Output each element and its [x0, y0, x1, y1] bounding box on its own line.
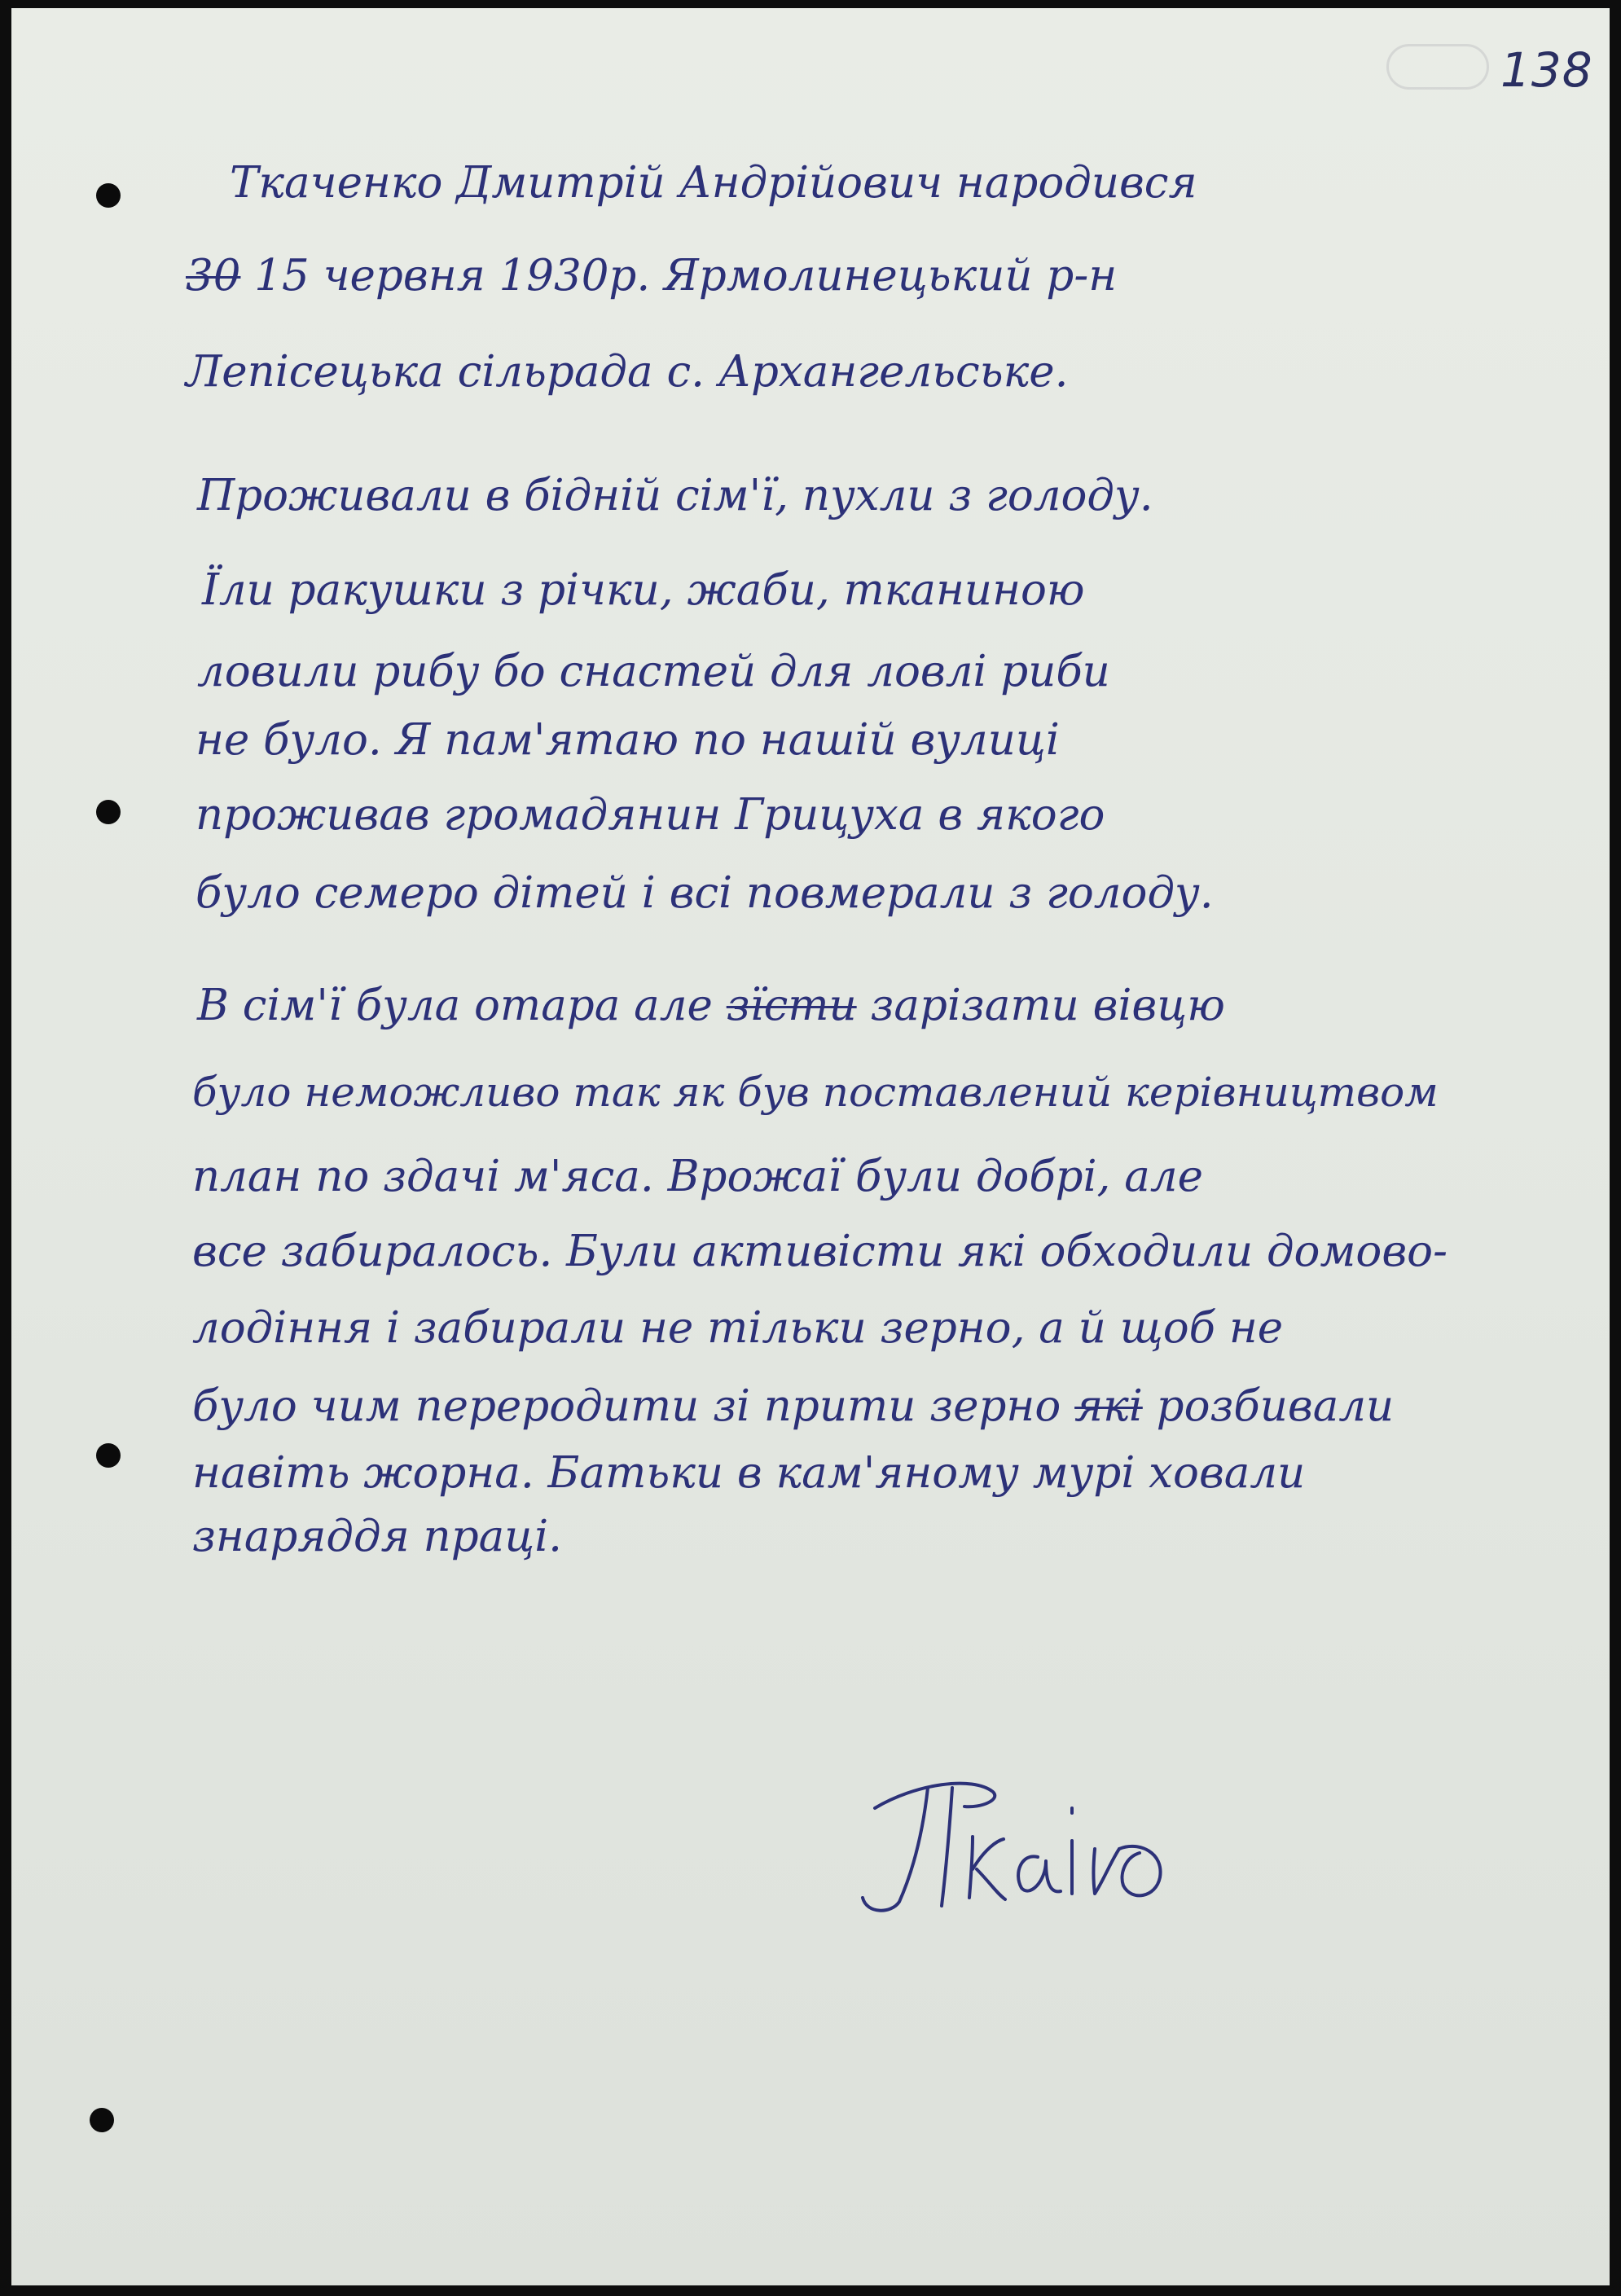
punch-hole-3	[96, 1443, 121, 1468]
handwritten-line-10	[197, 981, 1225, 1030]
handwritten-line-14	[192, 1303, 1284, 1353]
handwritten-signature	[850, 1759, 1209, 1922]
line-text: план по здачі м'яса. Врожаї були добрі, але	[192, 1152, 1203, 1201]
page-number: 138	[1500, 42, 1593, 98]
handwritten-line-8	[195, 790, 1105, 840]
handwritten-line-11	[192, 1069, 1439, 1116]
handwritten-line-16	[192, 1448, 1306, 1498]
punch-hole-1	[96, 183, 121, 208]
line-text: було неможливо так як був поставлений керівництвом	[192, 1069, 1439, 1116]
faint-stamp-mark	[1386, 44, 1489, 90]
punch-hole-2	[96, 800, 121, 824]
handwritten-line-5	[202, 565, 1085, 615]
handwritten-line-4	[197, 471, 1153, 520]
line-text: Ткаченко Дмитрій Андрійович народився	[230, 158, 1197, 208]
handwritten-line-17	[192, 1512, 562, 1561]
line-text: розбивали	[1142, 1381, 1395, 1431]
line-text: було чим переродити зі прити зерно	[192, 1381, 1075, 1431]
struck-text: зїсти	[726, 981, 857, 1030]
line-text: В сім'ї була отара але	[197, 981, 727, 1030]
line-text: не було. Я пам'ятаю по нашій вулиці	[195, 715, 1060, 765]
struck-text: 30	[186, 251, 241, 301]
line-text: 15 червня 1930р. Ярмолинецький р-н	[240, 251, 1118, 301]
handwritten-line-15	[192, 1381, 1395, 1431]
line-text: Лепісецька сільрада с. Архангельське.	[186, 347, 1069, 397]
line-text: Їли ракушки з річки, жаби, тканиною	[202, 565, 1085, 615]
handwritten-line-7	[195, 715, 1060, 765]
line-text: Проживали в бідній сім'ї, пухли з голоду.	[197, 471, 1153, 520]
handwritten-line-1	[230, 158, 1197, 208]
line-text: все забиралось. Були активісти які обходили домово-	[192, 1227, 1447, 1276]
handwritten-line-6	[197, 647, 1110, 696]
line-text: зарізати вівцю	[856, 981, 1225, 1030]
line-text: ловили рибу бо снастей для ловлі риби	[197, 647, 1110, 696]
line-text: навіть жорна. Батьки в кам'яному мурі ховали	[192, 1448, 1306, 1498]
handwritten-line-9	[195, 868, 1214, 918]
struck-text: які	[1074, 1381, 1143, 1431]
line-text: знаряддя праці.	[192, 1512, 562, 1561]
document-page	[11, 8, 1610, 2285]
line-text: було семеро дітей і всі повмерали з голоду.	[195, 868, 1214, 918]
handwritten-line-13	[192, 1227, 1447, 1276]
punch-hole-4	[90, 2108, 114, 2132]
handwritten-line-3	[186, 347, 1069, 397]
handwritten-line-12	[192, 1152, 1203, 1201]
handwritten-line-2	[186, 251, 1118, 301]
line-text: проживав громадянин Грицуха в якого	[195, 790, 1105, 840]
line-text: лодіння і забирали не тільки зерно, а й щоб не	[192, 1303, 1284, 1353]
